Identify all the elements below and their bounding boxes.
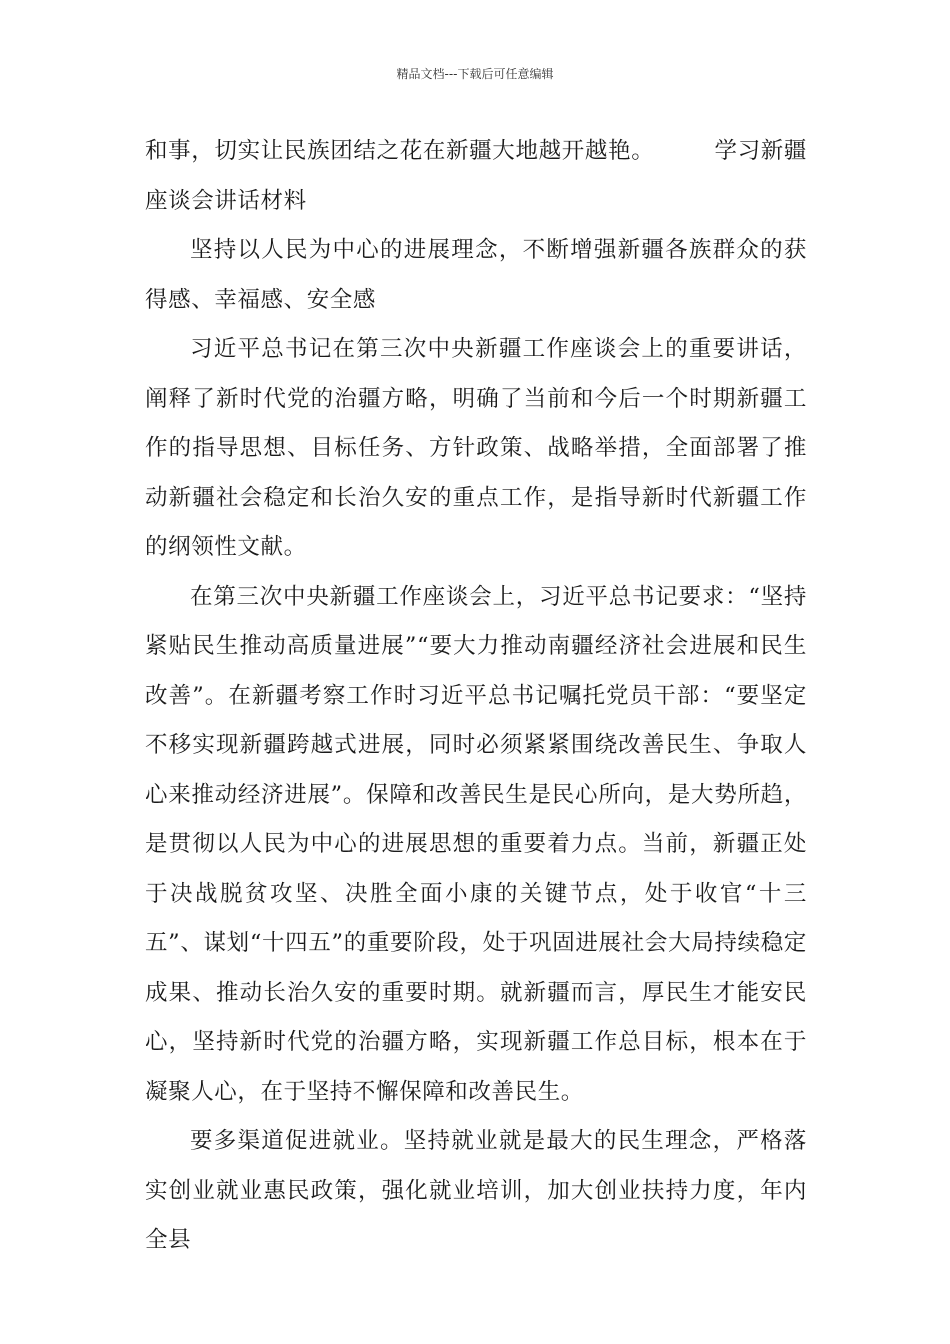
subtitle-paragraph: 坚持以人民为中心的进展理念，不断增强新疆各族群众的获得感、幸福感、安全感 (145, 237, 807, 313)
paragraph-lead-text: 和事，切实让民族团结之花在新疆大地越开越艳。 (145, 138, 655, 164)
document-body (145, 127, 807, 1266)
page-header: 精品文档---下载后可任意编辑 (396, 67, 554, 81)
paragraph-continuation (145, 127, 807, 226)
paragraph-livelihood: 在第三次中央新疆工作座谈会上，习近平总书记要求：“坚持紧贴民生推动高质量进展”“要大力推动南疆经济社会进展和民生改善”。在新疆考察工作时习近平总书记嘱托党员干部：“要坚定不移实现新疆跨越式进展，同时必须紧紧围绕改善民生、争取人心来推动经济进展”。保障和改善民生是民心所向，是大势所趋，是贯彻以人民为中心的进展思想的重要着力点。当前，新疆正处于决战脱贫攻坚、决胜全面小康的关键节点，处于收官“十三五”、谋划“十四五”的重要阶段，处于巩固进展社会大局持续稳定成果、推动长治久安的重要时期。就新疆而言，厚民生才能安民心，坚持新时代党的治疆方略，实现新疆工作总目标，根本在于凝聚人心，在于坚持不懈保障和改善民生。 (145, 583, 807, 1105)
paragraph-employment: 要多渠道促进就业。坚持就业就是最大的民生理念，严格落实创业就业惠民政策，强化就业培训，加大创业扶持力度，年内全县 (145, 1128, 807, 1253)
paragraph-speech-summary: 习近平总书记在第三次中央新疆工作座谈会上的重要讲话，阐释了新时代党的治疆方略，明确了当前和今后一个时期新疆工作的指导思想、目标任务、方针政策、战略举措，全面部署了推动新疆社会稳定和长治久安的重点工作，是指导新时代新疆工作的纲领性文献。 (145, 336, 807, 560)
document-title: 学习新疆座谈会讲话材料 (145, 138, 808, 214)
